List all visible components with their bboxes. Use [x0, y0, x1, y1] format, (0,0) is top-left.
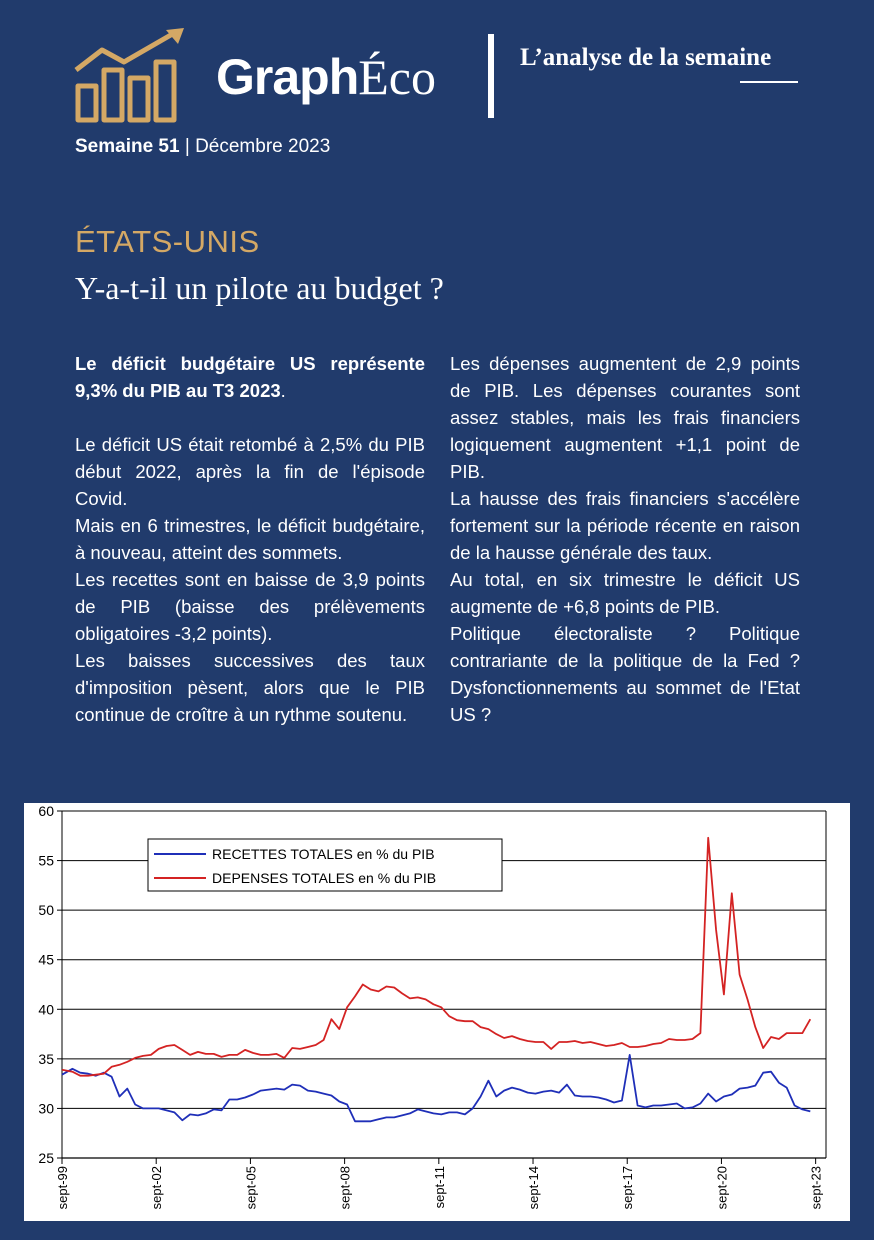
- y-tick-label: 35: [38, 1050, 54, 1067]
- y-tick-label: 60: [38, 803, 54, 819]
- body-paragraph: Politique électoraliste ? Politique contrariante de la politique de la Fed ? Dysfonctionnements au sommet de l'Etat US ?: [450, 623, 800, 725]
- legend-label: RECETTES TOTALES en % du PIB: [212, 846, 435, 862]
- line-chart: [24, 803, 850, 1221]
- y-tick-label: 30: [38, 1100, 54, 1117]
- issue-month: Décembre 2023: [195, 136, 331, 157]
- issue-date: [75, 136, 330, 158]
- x-tick-label: sept-11: [431, 1166, 447, 1209]
- date-separator: |: [184, 136, 190, 157]
- y-tick-label: 25: [38, 1150, 54, 1166]
- body-paragraph: Les baisses successives des taux d'imposition pèsent, alors que le PIB continue de croître à un rythme soutenu.: [75, 650, 425, 725]
- y-tick-label: 45: [38, 951, 54, 968]
- body-paragraph: La hausse des frais financiers s'accélère fortement sur la période récente en raison de la hausse générale des taux.: [450, 488, 800, 563]
- lead-bold: Le déficit budgétaire US représente 9,3% du PIB au T3 2023: [75, 353, 425, 401]
- country-title: ÉTATS-UNIS: [75, 224, 260, 259]
- bar-chart-growth-arrow-icon: [72, 26, 188, 124]
- x-tick-label: sept-05: [243, 1166, 259, 1210]
- body-paragraph: Au total, en six trimestre le déficit US augmente de +6,8 points de PIB.: [450, 569, 800, 617]
- series-line: [62, 1055, 810, 1121]
- body-paragraph: Les recettes sont en baisse de 3,9 points de PIB (baisse des prélèvements obligatoires -3,2 points).: [75, 569, 425, 644]
- x-tick-label: sept-17: [620, 1166, 636, 1210]
- tagline-underline: [740, 81, 798, 83]
- article-column-right: [450, 350, 800, 728]
- body-paragraph: Le déficit US était retombé à 2,5% du PIB début 2022, après la fin de l'épisode Covid.: [75, 434, 425, 509]
- header-divider: [488, 34, 494, 118]
- brand-logo: [216, 48, 436, 106]
- x-tick-label: sept-99: [55, 1166, 70, 1210]
- x-tick-label: sept-08: [337, 1166, 353, 1210]
- body-paragraph: Mais en 6 trimestres, le déficit budgétaire, à nouveau, atteint des sommets.: [75, 515, 425, 563]
- brand-name-bold: Graph: [216, 49, 359, 105]
- y-tick-label: 40: [38, 1001, 54, 1018]
- body-paragraph: Les dépenses augmentent de 2,9 points de PIB. Les dépenses courantes sont assez stables, mais les frais financiers logiquement augmentent +1,1 point de PIB.: [450, 353, 800, 482]
- tagline: L’analyse de la semaine: [520, 44, 772, 71]
- x-tick-label: sept-14: [526, 1166, 542, 1210]
- lead-paragraph: [75, 350, 425, 404]
- y-tick-label: 55: [38, 852, 54, 869]
- lead-end: .: [280, 380, 286, 401]
- x-tick-label: sept-23: [808, 1166, 824, 1210]
- brand-name-light: Éco: [358, 49, 436, 105]
- x-tick-label: sept-20: [714, 1166, 730, 1210]
- chart-panel: [24, 803, 850, 1221]
- week-label: Semaine 51: [75, 136, 180, 157]
- article-column-left: [75, 350, 425, 728]
- article-headline: Y-a-t-il un pilote au budget ?: [75, 270, 444, 306]
- x-tick-label: sept-02: [149, 1166, 165, 1210]
- y-tick-label: 50: [38, 902, 54, 919]
- legend-label: DEPENSES TOTALES en % du PIB: [212, 870, 437, 886]
